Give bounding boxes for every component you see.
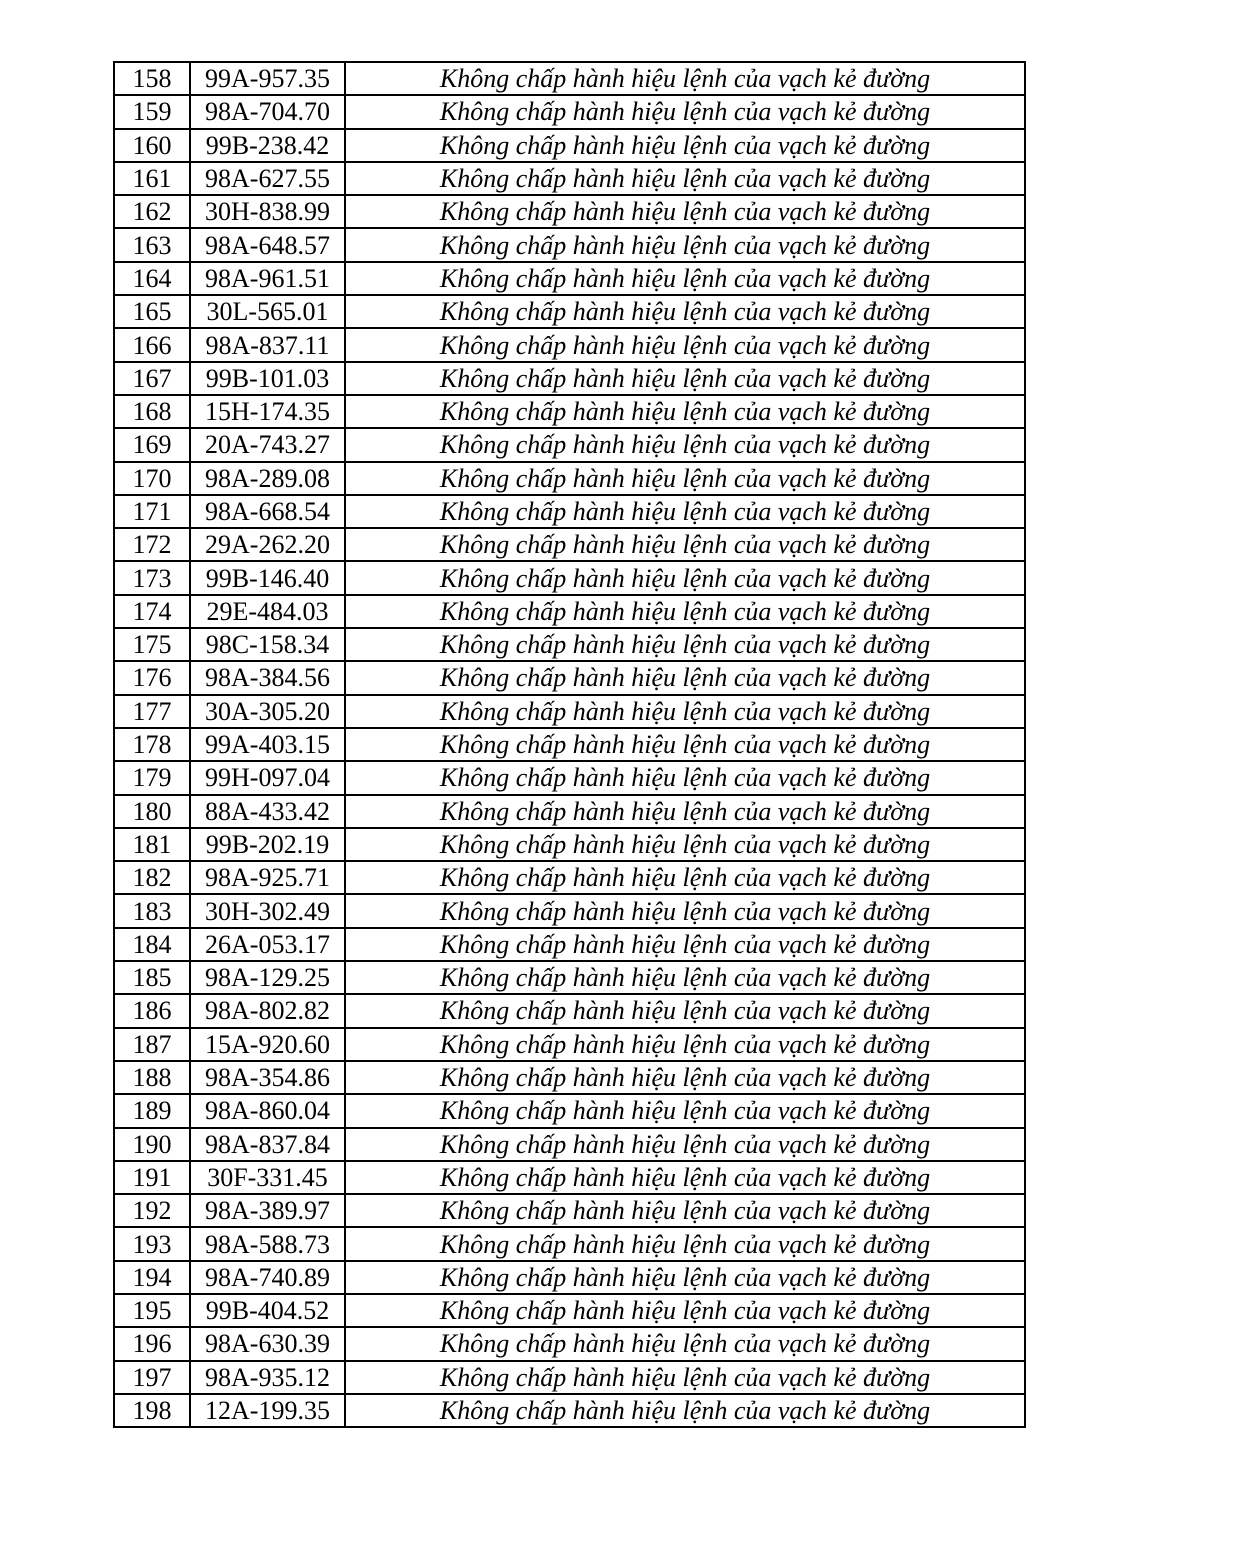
violation-description-cell: Không chấp hành hiệu lệnh của vạch kẻ đường <box>345 162 1025 195</box>
license-plate-cell: 98A-588.73 <box>190 1227 345 1260</box>
table-row <box>114 362 1025 395</box>
violation-description-cell: Không chấp hành hiệu lệnh của vạch kẻ đường <box>345 129 1025 162</box>
table-row <box>114 295 1025 328</box>
violation-description-cell: Không chấp hành hiệu lệnh của vạch kẻ đường <box>345 1294 1025 1327</box>
violation-description-cell: Không chấp hành hiệu lệnh của vạch kẻ đường <box>345 1028 1025 1061</box>
violation-description-cell: Không chấp hành hiệu lệnh của vạch kẻ đường <box>345 828 1025 861</box>
violation-description-cell: Không chấp hành hiệu lệnh của vạch kẻ đường <box>345 62 1025 95</box>
table-row <box>114 628 1025 661</box>
license-plate-cell: 99B-146.40 <box>190 561 345 594</box>
license-plate-cell: 20A-743.27 <box>190 428 345 461</box>
license-plate-cell: 30F-331.45 <box>190 1161 345 1194</box>
license-plate-cell: 99A-957.35 <box>190 62 345 95</box>
row-number-cell: 186 <box>114 994 190 1027</box>
table-row <box>114 328 1025 361</box>
license-plate-cell: 98A-384.56 <box>190 661 345 694</box>
violation-description-cell: Không chấp hành hiệu lệnh của vạch kẻ đường <box>345 1128 1025 1161</box>
license-plate-cell: 98A-648.57 <box>190 228 345 261</box>
violation-description-cell: Không chấp hành hiệu lệnh của vạch kẻ đường <box>345 561 1025 594</box>
violation-description-cell: Không chấp hành hiệu lệnh của vạch kẻ đường <box>345 894 1025 927</box>
row-number-cell: 196 <box>114 1327 190 1360</box>
violation-description-cell: Không chấp hành hiệu lệnh của vạch kẻ đường <box>345 795 1025 828</box>
violation-description-cell: Không chấp hành hiệu lệnh của vạch kẻ đường <box>345 861 1025 894</box>
row-number-cell: 161 <box>114 162 190 195</box>
row-number-cell: 184 <box>114 928 190 961</box>
violation-description-cell: Không chấp hành hiệu lệnh của vạch kẻ đường <box>345 195 1025 228</box>
table-row <box>114 961 1025 994</box>
license-plate-cell: 30L-565.01 <box>190 295 345 328</box>
license-plate-cell: 98A-627.55 <box>190 162 345 195</box>
violation-description-cell: Không chấp hành hiệu lệnh của vạch kẻ đường <box>345 428 1025 461</box>
violation-description-cell: Không chấp hành hiệu lệnh của vạch kẻ đường <box>345 1261 1025 1294</box>
row-number-cell: 170 <box>114 462 190 495</box>
license-plate-cell: 99B-202.19 <box>190 828 345 861</box>
table-row <box>114 395 1025 428</box>
violation-description-cell: Không chấp hành hiệu lệnh của vạch kẻ đường <box>345 1227 1025 1260</box>
row-number-cell: 174 <box>114 595 190 628</box>
violation-description-cell: Không chấp hành hiệu lệnh của vạch kẻ đường <box>345 328 1025 361</box>
table-row <box>114 129 1025 162</box>
row-number-cell: 182 <box>114 861 190 894</box>
license-plate-cell: 99B-101.03 <box>190 362 345 395</box>
row-number-cell: 173 <box>114 561 190 594</box>
table-row <box>114 1194 1025 1227</box>
license-plate-cell: 99B-238.42 <box>190 129 345 162</box>
violation-description-cell: Không chấp hành hiệu lệnh của vạch kẻ đường <box>345 462 1025 495</box>
table-row <box>114 428 1025 461</box>
violation-description-cell: Không chấp hành hiệu lệnh của vạch kẻ đường <box>345 661 1025 694</box>
table-row <box>114 828 1025 861</box>
row-number-cell: 185 <box>114 961 190 994</box>
row-number-cell: 177 <box>114 695 190 728</box>
row-number-cell: 162 <box>114 195 190 228</box>
row-number-cell: 172 <box>114 528 190 561</box>
row-number-cell: 166 <box>114 328 190 361</box>
table-row <box>114 1227 1025 1260</box>
row-number-cell: 176 <box>114 661 190 694</box>
row-number-cell: 168 <box>114 395 190 428</box>
violation-description-cell: Không chấp hành hiệu lệnh của vạch kẻ đường <box>345 595 1025 628</box>
license-plate-cell: 99H-097.04 <box>190 761 345 794</box>
license-plate-cell: 29A-262.20 <box>190 528 345 561</box>
license-plate-cell: 98A-630.39 <box>190 1327 345 1360</box>
violation-description-cell: Không chấp hành hiệu lệnh của vạch kẻ đường <box>345 628 1025 661</box>
row-number-cell: 189 <box>114 1094 190 1127</box>
table-row <box>114 528 1025 561</box>
license-plate-cell: 15H-174.35 <box>190 395 345 428</box>
row-number-cell: 160 <box>114 129 190 162</box>
table-row <box>114 561 1025 594</box>
license-plate-cell: 98A-129.25 <box>190 961 345 994</box>
row-number-cell: 171 <box>114 495 190 528</box>
license-plate-cell: 99B-404.52 <box>190 1294 345 1327</box>
license-plate-cell: 26A-053.17 <box>190 928 345 961</box>
table-row <box>114 761 1025 794</box>
row-number-cell: 188 <box>114 1061 190 1094</box>
license-plate-cell: 98C-158.34 <box>190 628 345 661</box>
license-plate-cell: 98A-289.08 <box>190 462 345 495</box>
violation-description-cell: Không chấp hành hiệu lệnh của vạch kẻ đường <box>345 928 1025 961</box>
license-plate-cell: 98A-704.70 <box>190 95 345 128</box>
table-row <box>114 861 1025 894</box>
license-plate-cell: 12A-199.35 <box>190 1394 345 1427</box>
license-plate-cell: 99A-403.15 <box>190 728 345 761</box>
row-number-cell: 167 <box>114 362 190 395</box>
violation-description-cell: Không chấp hành hiệu lệnh của vạch kẻ đường <box>345 994 1025 1027</box>
violation-description-cell: Không chấp hành hiệu lệnh của vạch kẻ đường <box>345 1061 1025 1094</box>
table-row <box>114 162 1025 195</box>
violation-description-cell: Không chấp hành hiệu lệnh của vạch kẻ đường <box>345 395 1025 428</box>
row-number-cell: 164 <box>114 262 190 295</box>
violation-description-cell: Không chấp hành hiệu lệnh của vạch kẻ đường <box>345 1094 1025 1127</box>
row-number-cell: 158 <box>114 62 190 95</box>
table-row <box>114 595 1025 628</box>
row-number-cell: 190 <box>114 1128 190 1161</box>
violation-description-cell: Không chấp hành hiệu lệnh của vạch kẻ đường <box>345 695 1025 728</box>
violation-description-cell: Không chấp hành hiệu lệnh của vạch kẻ đường <box>345 528 1025 561</box>
table-row <box>114 195 1025 228</box>
license-plate-cell: 98A-668.54 <box>190 495 345 528</box>
license-plate-cell: 98A-860.04 <box>190 1094 345 1127</box>
violations-table-body <box>114 62 1025 1427</box>
table-row <box>114 1294 1025 1327</box>
row-number-cell: 178 <box>114 728 190 761</box>
license-plate-cell: 98A-837.84 <box>190 1128 345 1161</box>
table-row <box>114 262 1025 295</box>
row-number-cell: 181 <box>114 828 190 861</box>
license-plate-cell: 98A-961.51 <box>190 262 345 295</box>
violation-description-cell: Không chấp hành hiệu lệnh của vạch kẻ đường <box>345 761 1025 794</box>
violation-description-cell: Không chấp hành hiệu lệnh của vạch kẻ đường <box>345 362 1025 395</box>
license-plate-cell: 98A-935.12 <box>190 1361 345 1394</box>
violation-description-cell: Không chấp hành hiệu lệnh của vạch kẻ đường <box>345 1361 1025 1394</box>
table-row <box>114 1028 1025 1061</box>
license-plate-cell: 98A-802.82 <box>190 994 345 1027</box>
violation-description-cell: Không chấp hành hiệu lệnh của vạch kẻ đường <box>345 1394 1025 1427</box>
table-row <box>114 894 1025 927</box>
table-row <box>114 1394 1025 1427</box>
table-row <box>114 795 1025 828</box>
violation-description-cell: Không chấp hành hiệu lệnh của vạch kẻ đường <box>345 228 1025 261</box>
table-row <box>114 994 1025 1027</box>
row-number-cell: 169 <box>114 428 190 461</box>
row-number-cell: 187 <box>114 1028 190 1061</box>
table-row <box>114 495 1025 528</box>
row-number-cell: 183 <box>114 894 190 927</box>
violation-description-cell: Không chấp hành hiệu lệnh của vạch kẻ đường <box>345 1327 1025 1360</box>
license-plate-cell: 29E-484.03 <box>190 595 345 628</box>
violations-table <box>113 61 1026 1428</box>
row-number-cell: 163 <box>114 228 190 261</box>
table-row <box>114 1261 1025 1294</box>
violation-description-cell: Không chấp hành hiệu lệnh của vạch kẻ đường <box>345 295 1025 328</box>
license-plate-cell: 98A-740.89 <box>190 1261 345 1294</box>
row-number-cell: 193 <box>114 1227 190 1260</box>
license-plate-cell: 98A-389.97 <box>190 1194 345 1227</box>
violation-description-cell: Không chấp hành hiệu lệnh của vạch kẻ đường <box>345 495 1025 528</box>
license-plate-cell: 98A-837.11 <box>190 328 345 361</box>
table-row <box>114 1094 1025 1127</box>
table-row <box>114 1327 1025 1360</box>
row-number-cell: 195 <box>114 1294 190 1327</box>
license-plate-cell: 98A-925.71 <box>190 861 345 894</box>
row-number-cell: 180 <box>114 795 190 828</box>
row-number-cell: 159 <box>114 95 190 128</box>
license-plate-cell: 15A-920.60 <box>190 1028 345 1061</box>
license-plate-cell: 98A-354.86 <box>190 1061 345 1094</box>
row-number-cell: 192 <box>114 1194 190 1227</box>
row-number-cell: 175 <box>114 628 190 661</box>
license-plate-cell: 88A-433.42 <box>190 795 345 828</box>
table-row <box>114 695 1025 728</box>
violation-description-cell: Không chấp hành hiệu lệnh của vạch kẻ đường <box>345 1194 1025 1227</box>
table-row <box>114 228 1025 261</box>
table-row <box>114 462 1025 495</box>
table-row <box>114 728 1025 761</box>
license-plate-cell: 30H-838.99 <box>190 195 345 228</box>
table-row <box>114 1128 1025 1161</box>
row-number-cell: 179 <box>114 761 190 794</box>
license-plate-cell: 30A-305.20 <box>190 695 345 728</box>
table-row <box>114 661 1025 694</box>
violation-description-cell: Không chấp hành hiệu lệnh của vạch kẻ đường <box>345 1161 1025 1194</box>
violation-description-cell: Không chấp hành hiệu lệnh của vạch kẻ đường <box>345 95 1025 128</box>
row-number-cell: 191 <box>114 1161 190 1194</box>
table-row <box>114 1061 1025 1094</box>
row-number-cell: 165 <box>114 295 190 328</box>
violation-description-cell: Không chấp hành hiệu lệnh của vạch kẻ đường <box>345 961 1025 994</box>
row-number-cell: 198 <box>114 1394 190 1427</box>
row-number-cell: 197 <box>114 1361 190 1394</box>
table-row <box>114 928 1025 961</box>
table-row <box>114 62 1025 95</box>
violation-description-cell: Không chấp hành hiệu lệnh của vạch kẻ đường <box>345 728 1025 761</box>
table-row <box>114 1161 1025 1194</box>
table-row <box>114 1361 1025 1394</box>
row-number-cell: 194 <box>114 1261 190 1294</box>
table-row <box>114 95 1025 128</box>
license-plate-cell: 30H-302.49 <box>190 894 345 927</box>
violation-description-cell: Không chấp hành hiệu lệnh của vạch kẻ đường <box>345 262 1025 295</box>
